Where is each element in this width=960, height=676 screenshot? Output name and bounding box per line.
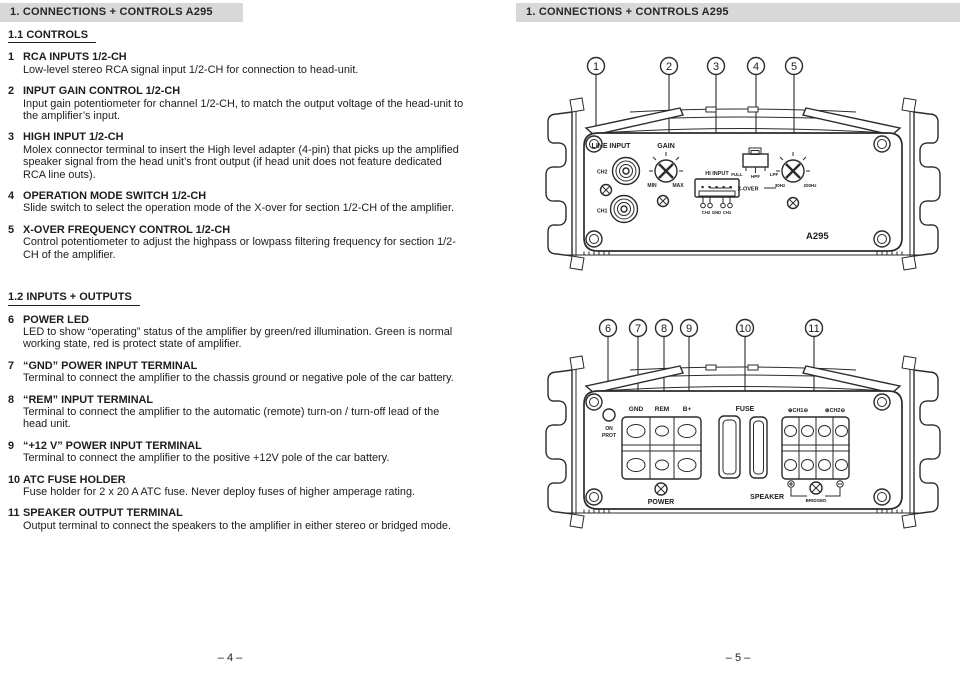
svg-text:9: 9 [685, 322, 693, 335]
svg-text:11: 11 [808, 322, 820, 335]
page-number: – 4 – [217, 652, 243, 664]
svg-text:10: 10 [738, 322, 752, 335]
amplifier-body [546, 356, 940, 528]
item-number: 5 [8, 223, 15, 236]
amplifier-top-view-diagram [526, 48, 960, 314]
callout-5 [786, 58, 803, 75]
svg-text:7: 7 [634, 322, 642, 335]
svg-text:200Hz: 200Hz [803, 183, 817, 188]
callout-7 [630, 320, 647, 337]
svg-text:6: 6 [604, 322, 612, 335]
svg-text:CH1: CH1 [597, 208, 608, 215]
item-number: 8 [8, 393, 15, 406]
item-description: Input gain potentiometer for channel 1/2-CH, to match the output voltage of the head-unit to the amplifier’s input. [23, 97, 464, 123]
svg-text:B+: B+ [682, 406, 692, 413]
item-title: “REM” INPUT TERMINAL [23, 393, 154, 406]
svg-text:ON: ON [605, 426, 613, 432]
svg-text:CH2: CH2 [597, 169, 608, 176]
base-hatching [584, 252, 902, 256]
svg-text:8: 8 [660, 322, 668, 335]
section-title: 1.1 CONTROLS [8, 29, 96, 43]
item-description: Terminal to connect the amplifier to the chassis ground or negative pole of the car battery. [23, 372, 454, 385]
svg-text:4: 4 [752, 60, 760, 73]
callout-4 [748, 58, 765, 75]
item-title: INPUT GAIN CONTROL 1/2-CH [23, 85, 181, 98]
item-number: 3 [8, 131, 15, 144]
item-description: Control potentiometer to adjust the highpass or lowpass filtering frequency for section 1/2-CH of the amplifier. [23, 236, 456, 261]
svg-text:MAX: MAX [672, 183, 684, 189]
svg-text:⊕CH1⊖: ⊕CH1⊖ [787, 408, 809, 414]
callout-3 [708, 58, 725, 75]
svg-text:3: 3 [712, 60, 720, 73]
item-title: X-OVER FREQUENCY CONTROL 1/2-CH [23, 223, 231, 236]
page-number: – 5 – [725, 652, 751, 664]
item-title: RCA INPUTS 1/2-CH [23, 51, 127, 64]
list-item [8, 440, 464, 465]
svg-text:REM: REM [654, 406, 670, 413]
svg-text:POWER: POWER [647, 499, 675, 506]
item-description: Molex connector terminal to insert the High level adapter (4-pin) that picks up the amplified speaker signal from the head unit’s front output (if head unit does not feature dedicated RCA line outs). [23, 143, 459, 181]
item-number: 7 [8, 359, 15, 372]
list-item [8, 474, 464, 499]
list-item [8, 314, 464, 351]
item-title: SPEAKER OUTPUT TERMINAL [23, 507, 183, 520]
item-title: POWER LED [23, 313, 89, 326]
svg-text:PROT: PROT [602, 433, 616, 439]
item-title: HIGH INPUT 1/2-CH [23, 131, 124, 144]
callout-9 [681, 320, 698, 337]
svg-text:5: 5 [790, 60, 798, 73]
item-description: Slide switch to select the operation mode of the X-over for section 1/2-CH of the amplifier. [23, 202, 454, 215]
panel-screw [810, 482, 822, 494]
svg-text:HPF: HPF [751, 174, 760, 179]
svg-text:X-OVER: X-OVER [737, 186, 759, 193]
item-number: 4 [8, 190, 15, 203]
callout-2 [661, 58, 678, 75]
amplifier-terminal-view-diagram [526, 310, 960, 576]
item-description: Low-level stereo RCA signal input 1/2-CH for connection to head-unit. [23, 63, 359, 76]
svg-text:MIN: MIN [647, 183, 657, 189]
section-inputs-outputs [8, 291, 464, 532]
panel-screw [658, 196, 669, 207]
svg-text:BRIDGED: BRIDGED [805, 498, 827, 503]
list-item [8, 224, 464, 261]
callout-11 [806, 320, 823, 337]
list-item [8, 360, 464, 385]
svg-text:HI INPUT: HI INPUT [705, 171, 729, 177]
page-header-bar [516, 3, 960, 22]
page-header-bar [0, 3, 243, 22]
svg-text:LPF: LPF [769, 172, 779, 177]
item-title: “+12 V” POWER INPUT TERMINAL [23, 439, 202, 452]
item-description: Terminal to connect the amplifier to the automatic (remote) turn-on / turn-off lead of the head unit. [23, 405, 440, 431]
list-item [8, 131, 464, 181]
svg-text:30Hz: 30Hz [774, 183, 786, 188]
callout-1 [588, 58, 605, 75]
list-item [8, 507, 464, 532]
item-number: 6 [8, 313, 15, 326]
svg-text:FUSE: FUSE [735, 406, 755, 413]
svg-text:⊕CH2⊖: ⊕CH2⊖ [824, 408, 846, 414]
callout-10 [737, 320, 754, 337]
list-item [8, 85, 464, 122]
item-description: LED to show “operating” status of the amplifier by green/red illumination. Green is normal working state, red is protect state of amplifier. [23, 325, 453, 351]
svg-text:GAIN: GAIN [657, 143, 675, 150]
rca-jack-ch2 [613, 158, 640, 185]
svg-text:LINE INPUT: LINE INPUT [591, 143, 631, 150]
svg-text:CH2: CH2 [701, 210, 711, 215]
panel-screw [655, 483, 667, 495]
rca-jack-ch1 [611, 196, 638, 223]
list-item [8, 51, 464, 76]
panel-screw [601, 185, 612, 196]
item-description: Fuse holder for 2 x 20 A ATC fuse. Never deploy fuses of higher amperage rating. [23, 485, 416, 498]
page-header-title: 1. CONNECTIONS + CONTROLS A295 [10, 6, 213, 18]
list-item [8, 394, 464, 431]
svg-text:2: 2 [665, 60, 673, 73]
page-text-content [8, 29, 464, 541]
item-title: ATC FUSE HOLDER [23, 473, 126, 486]
panel-screw [788, 198, 799, 209]
callout-6 [600, 320, 617, 337]
item-title: OPERATION MODE SWITCH 1/2-CH [23, 190, 207, 203]
item-number: 10 [8, 473, 21, 486]
manual-page-5 [480, 0, 960, 676]
svg-text:1: 1 [592, 60, 600, 73]
item-description: Terminal to connect the amplifier to the positive +12V pole of the car battery. [23, 452, 390, 465]
svg-text:SPEAKER: SPEAKER [750, 494, 784, 501]
item-number: 1 [8, 51, 15, 64]
svg-text:CH1: CH1 [722, 210, 732, 215]
item-number: 9 [8, 439, 15, 452]
item-description: Output terminal to connect the speakers to the amplifier in either stereo or bridged mode. [23, 519, 451, 532]
svg-text:GND: GND [628, 406, 644, 413]
model-label: A295 [806, 231, 829, 242]
page-header-title: 1. CONNECTIONS + CONTROLS A295 [526, 6, 729, 18]
item-number: 2 [8, 85, 15, 98]
item-title: “GND” POWER INPUT TERMINAL [23, 359, 198, 372]
section-controls [8, 29, 464, 261]
callout-8 [656, 320, 673, 337]
svg-text:GND: GND [711, 210, 722, 215]
list-item [8, 190, 464, 215]
section-title: 1.2 INPUTS + OUTPUTS [8, 291, 140, 305]
svg-text:FULL: FULL [731, 172, 743, 177]
item-number: 11 [8, 507, 20, 520]
